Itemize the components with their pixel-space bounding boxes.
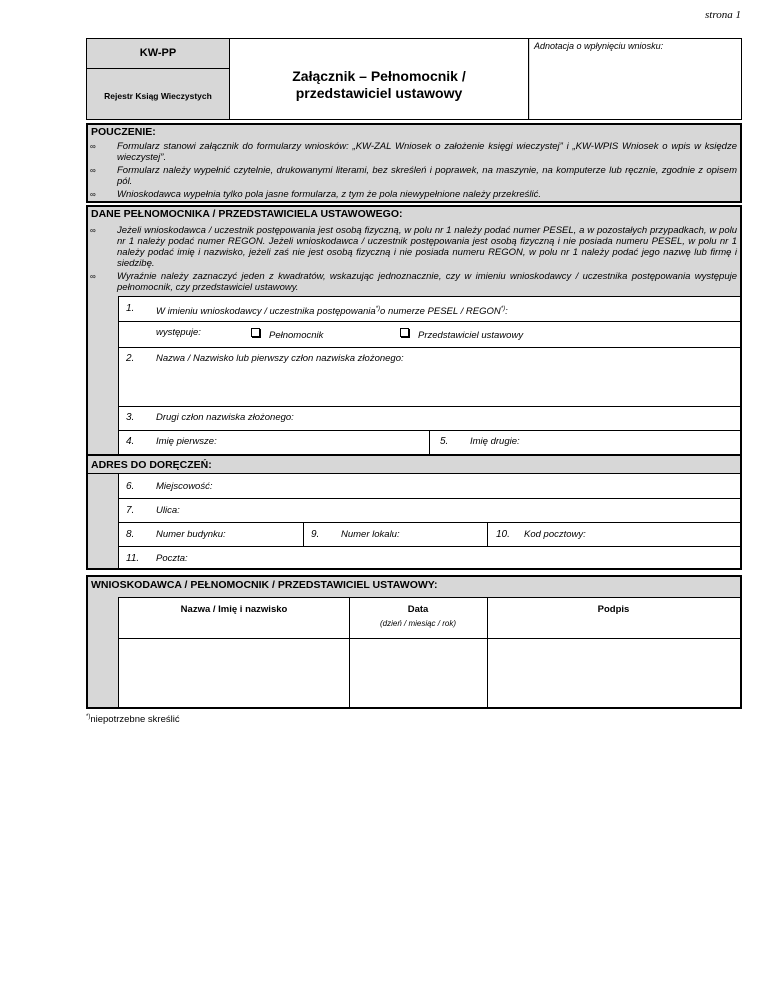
field-9-label[interactable]: Numer lokalu: bbox=[341, 529, 400, 540]
instruction-item: Formularz stanowi załącznik do formularzy wniosków: „KW-ZAL Wniosek o założenie księgi wieczystej” i „KW-WPIS Wniosek o wpis w księdze wieczystej”. bbox=[117, 141, 737, 163]
field-number: 6. bbox=[126, 481, 135, 492]
representative-note: Jeżeli wnioskodawca / uczestnik postępowania jest osobą fizyczną, w polu nr 1 należy podać numer PESEL, a w pozostałych przypadkach, w polu nr 1 należy podać numer REGON. Jeżeli wnioskodawca / uczestnik postępowania jest osobą fizyczną i nie posiada numeru PESEL, w polu nr 1 należy podać imię i nazwisko, jeżeli zaś nie jest osobą fizyczną i nie posiada numeru REGON, w polu nr 1 należy podać jego nazwę lub firmę i siedzibę. bbox=[117, 225, 737, 269]
form-title-line1: Załącznik – Pełnomocnik / bbox=[292, 68, 466, 84]
page-number: strona 1 bbox=[705, 9, 741, 21]
address-heading: ADRES DO DORĘCZEŃ: bbox=[91, 459, 212, 471]
field-10-label[interactable]: Kod pocztowy: bbox=[524, 529, 586, 540]
registry-name: Rejestr Ksiąg Wieczystych bbox=[104, 91, 212, 101]
footnote-text: niepotrzebne skreślić bbox=[90, 714, 180, 726]
bullet-icon: ∞ bbox=[90, 272, 96, 281]
field-1-label-part: o numerze PESEL / REGON bbox=[380, 306, 501, 318]
representative-fields bbox=[118, 296, 740, 454]
signature-section bbox=[86, 575, 742, 709]
bullet-icon: ∞ bbox=[90, 190, 96, 199]
field-3-label[interactable]: Drugi człon nazwiska złożonego: bbox=[156, 412, 294, 423]
field-1-label-part: W imieniu wnioskodawcy / uczestnika postępowania bbox=[156, 306, 376, 318]
col-signature-header: Podpis bbox=[597, 604, 630, 615]
representative-note: Wyraźnie należy zaznaczyć jeden z kwadratów, wskazując jednoznacznie, czy w imieniu wnioskodawcy / uczestnika postępowania występuje pełnomocnik, czy przedstawiciel ustawowy. bbox=[117, 271, 737, 293]
field-number: 3. bbox=[126, 412, 135, 423]
field-number: 8. bbox=[126, 529, 135, 540]
footnote bbox=[86, 711, 180, 726]
field-number: 5. bbox=[440, 436, 449, 447]
option-legal-representative: Przedstawiciel ustawowy bbox=[418, 330, 524, 341]
col-date-header: Data bbox=[407, 604, 429, 615]
field-number: 10. bbox=[496, 529, 510, 540]
instruction-item: Wnioskodawca wypełnia tylko pola jasne formularza, z tym że pola niewypełnione należy przekreślić. bbox=[117, 189, 542, 200]
field-number: 9. bbox=[311, 529, 320, 540]
field-7-label[interactable]: Ulica: bbox=[156, 505, 180, 516]
option-plenipotentiary: Pełnomocnik bbox=[269, 330, 324, 341]
field-number: 4. bbox=[126, 436, 135, 447]
instructions-heading: POUCZENIE: bbox=[91, 126, 156, 138]
field-2-label[interactable]: Nazwa / Nazwisko lub pierwszy człon nazwiska złożonego: bbox=[156, 353, 404, 364]
field-number: 1. bbox=[126, 303, 135, 314]
field-5-label[interactable]: Imię drugie: bbox=[470, 436, 520, 447]
bullet-icon: ∞ bbox=[90, 142, 96, 151]
bullet-icon: ∞ bbox=[90, 166, 96, 175]
annotation-label: Adnotacja o wpłynięciu wniosku: bbox=[534, 41, 664, 51]
footnote-mark: *) bbox=[375, 306, 381, 312]
name-entry-cell[interactable] bbox=[120, 639, 348, 707]
field-1-label-part: : bbox=[505, 306, 508, 318]
field-6-label[interactable]: Miejscowość: bbox=[156, 481, 213, 492]
field-8-label[interactable]: Numer budynku: bbox=[156, 529, 226, 540]
field-1-label[interactable] bbox=[156, 303, 508, 318]
footnote-mark: *) bbox=[86, 714, 91, 720]
col-name-header: Nazwa / Imię i nazwisko bbox=[180, 604, 288, 615]
col-date-subheader: (dzień / miesiąc / rok) bbox=[379, 619, 457, 628]
field-number: 2. bbox=[126, 353, 135, 364]
form-title-line2: przedstawiciel ustawowy bbox=[295, 85, 463, 101]
date-entry-cell[interactable] bbox=[350, 639, 486, 707]
checkbox-plenipotentiary[interactable] bbox=[251, 328, 260, 337]
field-11-label[interactable]: Poczta: bbox=[156, 553, 188, 564]
field-number: 11. bbox=[126, 553, 140, 564]
form-header bbox=[86, 38, 742, 120]
footnote-mark: *) bbox=[500, 306, 506, 312]
signature-heading: WNIOSKODAWCA / PEŁNOMOCNIK / PRZEDSTAWICIEL USTAWOWY: bbox=[91, 579, 438, 591]
field-number: 7. bbox=[126, 505, 135, 516]
signature-table bbox=[118, 597, 740, 707]
bullet-icon: ∞ bbox=[90, 226, 96, 235]
representative-section bbox=[86, 205, 742, 570]
address-fields bbox=[118, 474, 740, 568]
representative-heading: DANE PEŁNOMOCNIKA / PRZEDSTAWICIELA USTAWOWEGO: bbox=[91, 208, 403, 220]
signature-entry-cell[interactable] bbox=[488, 639, 739, 707]
field-4-label[interactable]: Imię pierwsze: bbox=[156, 436, 217, 447]
form-code: KW-PP bbox=[139, 47, 177, 59]
acts-as-label: występuje: bbox=[156, 327, 201, 338]
checkbox-legal-representative[interactable] bbox=[400, 328, 409, 337]
instructions-section bbox=[86, 123, 742, 203]
instruction-item: Formularz należy wypełnić czytelnie, drukowanymi literami, bez skreśleń i poprawek, na maszynie, na komputerze lub ręcznie, zgodnie z opisem pól. bbox=[117, 165, 737, 187]
